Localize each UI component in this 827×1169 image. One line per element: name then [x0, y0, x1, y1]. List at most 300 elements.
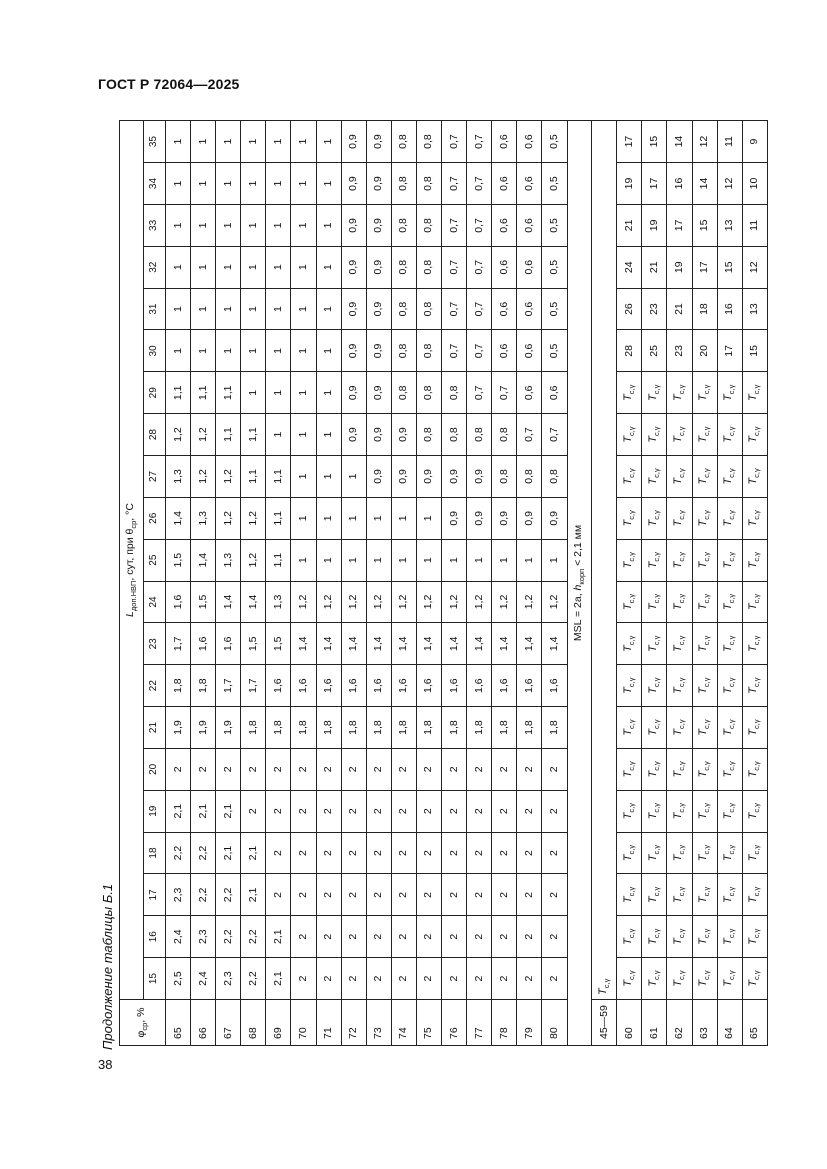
value-cell: 2: [366, 748, 391, 790]
value-cell: 2: [341, 832, 366, 874]
value-cell: 1,8: [316, 707, 341, 749]
tc-symbol-cell: $T_{c,\gamma}$: [692, 748, 717, 790]
value-cell: 0,8: [442, 414, 467, 456]
tc-symbol-cell: $T_{c,\gamma}$: [667, 958, 692, 1000]
temperature-header-cell: 18: [144, 832, 166, 874]
phi-value: 63: [692, 1000, 717, 1046]
value-cell: 23: [642, 288, 667, 330]
value-cell: 9: [742, 121, 767, 163]
tc-symbol-cell: $T_{c,\gamma}$: [717, 539, 742, 581]
value-cell: 1,8: [542, 707, 567, 749]
value-cell: 0,9: [442, 456, 467, 498]
tc-symbol-cell: $T_{c,\gamma}$: [617, 832, 642, 874]
value-cell: 1: [316, 246, 341, 288]
value-cell: 2: [492, 958, 517, 1000]
value-cell: 0,6: [517, 204, 542, 246]
temperature-header-cell: 35: [144, 121, 166, 163]
tc-symbol-cell: $T_{c,\gamma}$: [692, 874, 717, 916]
tc-symbol-cell: $T_{c,\gamma}$: [717, 456, 742, 498]
group-header: $L_{доп.НВП}$, сут, при $\theta_{ср}$, °С: [120, 121, 144, 1000]
value-cell: 0,9: [467, 456, 492, 498]
tc-symbol-cell: $T_{c,\gamma}$: [717, 748, 742, 790]
value-cell: 1: [266, 121, 291, 163]
value-cell: 2: [467, 958, 492, 1000]
value-cell: 2: [416, 748, 441, 790]
tc-symbol-cell: $T_{c,\gamma}$: [667, 497, 692, 539]
value-cell: 2: [316, 916, 341, 958]
value-cell: 1,8: [416, 707, 441, 749]
value-cell: 2: [341, 790, 366, 832]
value-cell: 0,8: [391, 121, 416, 163]
page-number: 38: [98, 1057, 113, 1072]
tc-symbol-cell: $T_{c,\gamma}$: [742, 456, 767, 498]
value-cell: 2,2: [241, 958, 266, 1000]
value-cell: 2,1: [241, 874, 266, 916]
data-table: [119, 120, 768, 1046]
value-cell: 1,2: [366, 581, 391, 623]
value-cell: 1,3: [166, 456, 191, 498]
value-cell: 0,7: [442, 204, 467, 246]
value-cell: 2,2: [216, 916, 241, 958]
tc-symbol-cell: $T_{c,\gamma}$: [742, 623, 767, 665]
table-row: [391, 121, 416, 1046]
tc-symbol-cell: $T_{c,\gamma}$: [667, 707, 692, 749]
value-cell: 0,9: [341, 288, 366, 330]
value-cell: 1,6: [542, 665, 567, 707]
value-cell: 1,2: [166, 414, 191, 456]
table-row: [266, 121, 291, 1046]
value-cell: 2,5: [166, 958, 191, 1000]
tc-symbol-cell: $T_{c,\gamma}$: [617, 874, 642, 916]
value-cell: 0,6: [492, 288, 517, 330]
tc-symbol-cell: $T_{c,\gamma}$: [742, 707, 767, 749]
value-cell: 1,1: [241, 414, 266, 456]
value-cell: 0,9: [366, 330, 391, 372]
value-cell: 0,9: [442, 497, 467, 539]
value-cell: 1,2: [216, 497, 241, 539]
value-cell: 21: [667, 288, 692, 330]
value-cell: 1,4: [291, 623, 316, 665]
value-cell: 1,6: [517, 665, 542, 707]
value-cell: 1,4: [341, 623, 366, 665]
value-cell: 1,8: [191, 665, 216, 707]
value-cell: 0,9: [391, 456, 416, 498]
value-cell: 1: [241, 121, 266, 163]
value-cell: 0,6: [542, 372, 567, 414]
rotated-table-container: [119, 120, 768, 1046]
phi-value: 66: [191, 1000, 216, 1046]
temperature-header-cell: 24: [144, 581, 166, 623]
temperature-header-cell: 28: [144, 414, 166, 456]
value-cell: 0,9: [366, 414, 391, 456]
tc-symbol-cell: $T_{c,\gamma}$: [617, 539, 642, 581]
value-cell: 12: [692, 121, 717, 163]
value-cell: 2: [241, 790, 266, 832]
value-cell: 0,9: [341, 204, 366, 246]
value-cell: 0,6: [517, 163, 542, 205]
tc-symbol-cell: $T_{c,\gamma}$: [717, 623, 742, 665]
value-cell: 2: [366, 916, 391, 958]
value-cell: 10: [742, 163, 767, 205]
tc-symbol-cell: $T_{c,\gamma}$: [742, 497, 767, 539]
temperature-header-cell: 32: [144, 246, 166, 288]
value-cell: 1,2: [241, 497, 266, 539]
tc-symbol-cell: $T_{c,\gamma}$: [717, 832, 742, 874]
value-cell: 1: [391, 539, 416, 581]
tc-symbol-cell: $T_{c,\gamma}$: [692, 832, 717, 874]
msl-subheader-row: [567, 121, 592, 1046]
tc-symbol-cell: $T_{c,\gamma}$: [717, 414, 742, 456]
value-cell: 0,6: [492, 330, 517, 372]
tc-symbol-cell: $T_{c,\gamma}$: [742, 372, 767, 414]
tc-symbol-cell: $T_{c,\gamma}$: [692, 581, 717, 623]
value-cell: 2: [316, 958, 341, 1000]
value-cell: 1,1: [216, 414, 241, 456]
value-cell: 0,8: [517, 456, 542, 498]
table-row: [717, 121, 742, 1046]
value-cell: 0,8: [391, 288, 416, 330]
phi-value: 69: [266, 1000, 291, 1046]
value-cell: 0,7: [467, 204, 492, 246]
range-value-cell: $T_{c,\gamma}$: [592, 121, 617, 1000]
value-cell: 26: [617, 288, 642, 330]
value-cell: 15: [717, 246, 742, 288]
value-cell: 2: [492, 790, 517, 832]
temperature-header-cell: 19: [144, 790, 166, 832]
value-cell: 0,7: [467, 163, 492, 205]
tc-symbol-cell: $T_{c,\gamma}$: [717, 916, 742, 958]
value-cell: 2,4: [191, 958, 216, 1000]
value-cell: 0,9: [366, 163, 391, 205]
value-cell: 0,7: [467, 372, 492, 414]
tc-symbol-cell: $T_{c,\gamma}$: [717, 497, 742, 539]
value-cell: 17: [642, 163, 667, 205]
value-cell: 2: [316, 748, 341, 790]
tc-symbol-cell: $T_{c,\gamma}$: [667, 874, 692, 916]
value-cell: 1: [291, 414, 316, 456]
value-cell: 1,4: [391, 623, 416, 665]
value-cell: 1: [266, 163, 291, 205]
value-cell: 1: [366, 497, 391, 539]
value-cell: 1: [366, 539, 391, 581]
value-cell: 1,4: [316, 623, 341, 665]
tc-symbol-cell: $T_{c,\gamma}$: [717, 874, 742, 916]
value-cell: 1: [391, 497, 416, 539]
value-cell: 2: [467, 874, 492, 916]
tc-symbol-cell: $T_{c,\gamma}$: [742, 790, 767, 832]
phi-value: 67: [216, 1000, 241, 1046]
tc-symbol-cell: $T_{c,\gamma}$: [617, 414, 642, 456]
value-cell: 1: [241, 163, 266, 205]
value-cell: 1: [266, 288, 291, 330]
tc-symbol-cell: $T_{c,\gamma}$: [692, 958, 717, 1000]
table-row: [366, 121, 391, 1046]
value-cell: 1: [291, 372, 316, 414]
tc-symbol-cell: $T_{c,\gamma}$: [617, 707, 642, 749]
value-cell: 2: [366, 832, 391, 874]
value-cell: 0,9: [341, 163, 366, 205]
value-cell: 0,8: [542, 456, 567, 498]
value-cell: 0,5: [542, 288, 567, 330]
value-cell: 1: [416, 539, 441, 581]
value-cell: 1: [166, 121, 191, 163]
temperature-header-cell: 25: [144, 539, 166, 581]
value-cell: 1,3: [266, 581, 291, 623]
value-cell: 1: [291, 204, 316, 246]
value-cell: 1,6: [191, 623, 216, 665]
phi-value: 60: [617, 1000, 642, 1046]
tc-symbol-cell: $T_{c,\gamma}$: [642, 958, 667, 1000]
value-cell: 1,2: [341, 581, 366, 623]
table-row: [316, 121, 341, 1046]
temperature-header-cell: 34: [144, 163, 166, 205]
value-cell: 1,1: [266, 456, 291, 498]
value-cell: 0,7: [467, 246, 492, 288]
tc-symbol-cell: $T_{c,\gamma}$: [642, 372, 667, 414]
tc-symbol-cell: $T_{c,\gamma}$: [667, 456, 692, 498]
value-cell: 2: [517, 874, 542, 916]
value-cell: 1,8: [291, 707, 316, 749]
value-cell: 1: [166, 204, 191, 246]
value-cell: 2: [416, 916, 441, 958]
value-cell: 2: [492, 748, 517, 790]
value-cell: 1,4: [191, 539, 216, 581]
value-cell: 1: [316, 539, 341, 581]
value-cell: 0,9: [366, 204, 391, 246]
value-cell: 2: [391, 748, 416, 790]
value-cell: 1,3: [191, 497, 216, 539]
value-cell: 0,9: [341, 246, 366, 288]
value-cell: 0,8: [416, 246, 441, 288]
value-cell: 2: [492, 874, 517, 916]
tc-symbol-cell: $T_{c,\gamma}$: [667, 539, 692, 581]
value-cell: 0,8: [416, 204, 441, 246]
value-cell: 0,8: [416, 288, 441, 330]
value-cell: 1,4: [542, 623, 567, 665]
temperature-header-cell: 31: [144, 288, 166, 330]
value-cell: 1: [291, 288, 316, 330]
value-cell: 2: [542, 958, 567, 1000]
value-cell: 1: [517, 539, 542, 581]
value-cell: 1,6: [291, 665, 316, 707]
value-cell: 2: [366, 958, 391, 1000]
value-cell: 1: [316, 163, 341, 205]
value-cell: 11: [742, 204, 767, 246]
value-cell: 0,5: [542, 163, 567, 205]
value-cell: 1,6: [266, 665, 291, 707]
tc-symbol-cell: $T_{c,\gamma}$: [617, 916, 642, 958]
value-cell: 1: [341, 497, 366, 539]
value-cell: 0,7: [492, 372, 517, 414]
tc-symbol-cell: $T_{c,\gamma}$: [642, 665, 667, 707]
table-continuation-caption: Продолжение таблицы Б.1: [100, 883, 115, 1050]
tc-symbol-cell: $T_{c,\gamma}$: [642, 874, 667, 916]
tc-symbol-cell: $T_{c,\gamma}$: [692, 707, 717, 749]
value-cell: 0,9: [391, 414, 416, 456]
tc-symbol-cell: $T_{c,\gamma}$: [642, 414, 667, 456]
tc-symbol-cell: $T_{c,\gamma}$: [692, 916, 717, 958]
tc-symbol-cell: $T_{c,\gamma}$: [617, 497, 642, 539]
value-cell: 2,2: [241, 916, 266, 958]
table-row: [166, 121, 191, 1046]
value-cell: 0,9: [341, 414, 366, 456]
value-cell: 1,1: [241, 456, 266, 498]
tc-symbol-cell: $T_{c,\gamma}$: [617, 665, 642, 707]
value-cell: 2,2: [191, 874, 216, 916]
value-cell: 0,8: [492, 456, 517, 498]
tc-symbol-cell: $T_{c,\gamma}$: [692, 665, 717, 707]
value-cell: 15: [692, 204, 717, 246]
value-cell: 0,9: [366, 456, 391, 498]
value-cell: 2,1: [266, 958, 291, 1000]
phi-value: 62: [667, 1000, 692, 1046]
tc-symbol-cell: $T_{c,\gamma}$: [617, 748, 642, 790]
value-cell: 0,7: [442, 246, 467, 288]
phi-header: $\varphi_{ср}$, %: [120, 1000, 166, 1046]
value-cell: 1,6: [442, 665, 467, 707]
value-cell: 2: [291, 916, 316, 958]
tc-symbol-cell: $T_{c,\gamma}$: [692, 539, 717, 581]
value-cell: 1: [291, 456, 316, 498]
phi-value: 76: [442, 1000, 467, 1046]
phi-value: 64: [717, 1000, 742, 1046]
value-cell: 2: [442, 916, 467, 958]
table-row: [241, 121, 266, 1046]
value-cell: 1,8: [241, 707, 266, 749]
value-cell: 2,1: [166, 790, 191, 832]
value-cell: 1,8: [341, 707, 366, 749]
value-cell: 2,3: [191, 916, 216, 958]
value-cell: 2: [291, 748, 316, 790]
phi-value: 77: [467, 1000, 492, 1046]
value-cell: 2: [467, 916, 492, 958]
value-cell: 1,2: [191, 456, 216, 498]
tc-symbol-cell: $T_{c,\gamma}$: [617, 790, 642, 832]
value-cell: 1,4: [467, 623, 492, 665]
value-cell: 2: [517, 748, 542, 790]
value-cell: 2: [542, 790, 567, 832]
value-cell: 1: [216, 163, 241, 205]
value-cell: 1,8: [492, 707, 517, 749]
temperature-header-cell: 16: [144, 916, 166, 958]
value-cell: 2: [542, 874, 567, 916]
value-cell: 1,2: [442, 581, 467, 623]
value-cell: 2: [266, 790, 291, 832]
value-cell: 1: [291, 497, 316, 539]
value-cell: 1,4: [216, 581, 241, 623]
value-cell: 1,2: [416, 581, 441, 623]
value-cell: 2: [442, 958, 467, 1000]
temperature-header-cell: 20: [144, 748, 166, 790]
value-cell: 2: [241, 748, 266, 790]
tc-symbol-cell: $T_{c,\gamma}$: [692, 456, 717, 498]
value-cell: 0,7: [467, 330, 492, 372]
value-cell: 17: [617, 121, 642, 163]
tc-symbol-cell: $T_{c,\gamma}$: [667, 623, 692, 665]
tc-symbol-cell: $T_{c,\gamma}$: [717, 707, 742, 749]
value-cell: 1: [542, 539, 567, 581]
value-cell: 2: [391, 790, 416, 832]
value-cell: 1,8: [391, 707, 416, 749]
value-cell: 1,2: [492, 581, 517, 623]
tc-symbol-cell: $T_{c,\gamma}$: [742, 832, 767, 874]
value-cell: 0,9: [366, 372, 391, 414]
value-cell: 0,9: [341, 372, 366, 414]
range-row: [592, 121, 617, 1046]
tc-symbol-cell: $T_{c,\gamma}$: [642, 916, 667, 958]
value-cell: 0,9: [517, 497, 542, 539]
value-cell: 1: [316, 414, 341, 456]
tc-symbol-cell: $T_{c,\gamma}$: [742, 414, 767, 456]
value-cell: 1,2: [291, 581, 316, 623]
value-cell: 1: [316, 372, 341, 414]
value-cell: 2: [467, 748, 492, 790]
table-row: [667, 121, 692, 1046]
value-cell: 2: [391, 958, 416, 1000]
value-cell: 1: [216, 330, 241, 372]
value-cell: 0,8: [391, 246, 416, 288]
phi-value: 78: [492, 1000, 517, 1046]
value-cell: 2,1: [266, 916, 291, 958]
value-cell: 1: [316, 288, 341, 330]
temperature-header-row: [144, 121, 166, 1046]
value-cell: 0,7: [442, 163, 467, 205]
tc-symbol-cell: $T_{c,\gamma}$: [667, 372, 692, 414]
phi-value: 65: [166, 1000, 191, 1046]
value-cell: 1,7: [166, 623, 191, 665]
value-cell: 2: [542, 916, 567, 958]
value-cell: 2: [341, 916, 366, 958]
value-cell: 1,1: [266, 497, 291, 539]
value-cell: 1,6: [391, 665, 416, 707]
temperature-header-cell: 23: [144, 623, 166, 665]
value-cell: 0,7: [442, 330, 467, 372]
value-cell: 13: [742, 288, 767, 330]
value-cell: 1: [241, 204, 266, 246]
value-cell: 12: [717, 163, 742, 205]
tc-symbol-cell: $T_{c,\gamma}$: [617, 958, 642, 1000]
value-cell: 2: [316, 832, 341, 874]
table-row: [542, 121, 567, 1046]
value-cell: 1,2: [542, 581, 567, 623]
tc-symbol-cell: $T_{c,\gamma}$: [667, 748, 692, 790]
value-cell: 28: [617, 330, 642, 372]
tc-symbol-cell: $T_{c,\gamma}$: [742, 581, 767, 623]
value-cell: 1,8: [442, 707, 467, 749]
temperature-header-cell: 29: [144, 372, 166, 414]
value-cell: 1: [467, 539, 492, 581]
value-cell: 24: [617, 246, 642, 288]
value-cell: 1: [291, 330, 316, 372]
value-cell: 19: [642, 204, 667, 246]
table-row: [742, 121, 767, 1046]
value-cell: 1: [266, 246, 291, 288]
value-cell: 0,8: [391, 163, 416, 205]
value-cell: 1: [442, 539, 467, 581]
value-cell: 2: [291, 874, 316, 916]
value-cell: 2,2: [216, 874, 241, 916]
temperature-header-cell: 27: [144, 456, 166, 498]
value-cell: 1: [341, 539, 366, 581]
tc-symbol-cell: $T_{c,\gamma}$: [642, 497, 667, 539]
value-cell: 1,9: [191, 707, 216, 749]
value-cell: 1: [241, 246, 266, 288]
value-cell: 2: [266, 748, 291, 790]
value-cell: 0,5: [542, 204, 567, 246]
value-cell: 14: [667, 121, 692, 163]
tc-symbol-cell: $T_{c,\gamma}$: [692, 497, 717, 539]
value-cell: 1,6: [467, 665, 492, 707]
